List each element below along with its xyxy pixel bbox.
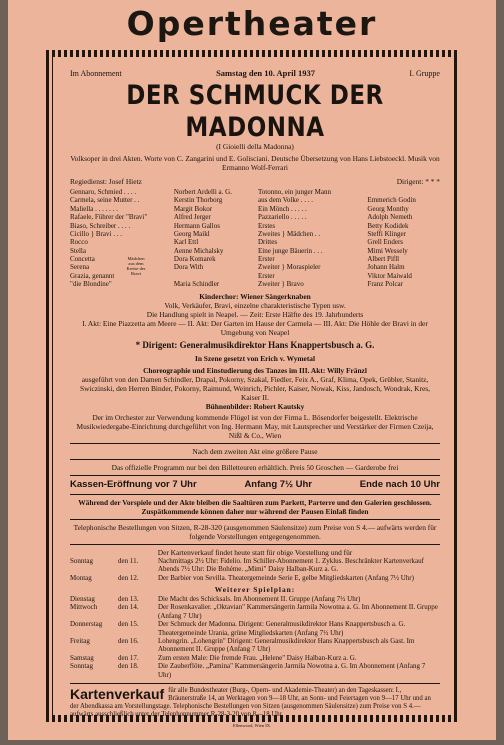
divider	[70, 443, 440, 444]
schedule-row	[70, 603, 440, 620]
schedule-date: den 11.	[118, 556, 139, 565]
cast-actor: Viktor Maiwald	[367, 271, 412, 280]
cast-row	[258, 213, 440, 221]
cast-role: Eine junge Bäuerin . . .	[258, 246, 323, 255]
programm-note: Das offizielle Programm nur bei den Billetteuren erhältlich. Preis 50 Groschen — Garderobe frei	[111, 463, 399, 473]
cast-role: aus dem Volke . . . .	[258, 196, 313, 205]
cast-actor: Georg Monthy	[367, 204, 409, 213]
meta-row	[70, 68, 440, 79]
madchen-note: Mädchen aus dem Kreise der Bravi	[126, 256, 146, 277]
spielplan-list	[70, 595, 440, 679]
cast-row	[70, 255, 252, 263]
volk: Volk, Verkäufer, Bravi, einzelne charakteristische Typen usw.	[164, 300, 346, 310]
schedule-row	[70, 574, 440, 582]
opera-title: DER SCHMUCK DER MADONNA	[126, 80, 384, 143]
cast-actor: Franz Polcar	[367, 280, 403, 289]
cast-row	[70, 196, 252, 204]
cast-row	[258, 263, 440, 271]
schedule-text: Abends 7½ Uhr: Die Bohème. „Mimi" Daisy Halban-Kurz a. G.	[158, 565, 338, 574]
schedule-date: den 16.	[118, 637, 139, 646]
theater-name: Opertheater	[126, 4, 378, 43]
schedule-text: Der Barbier von Sevilla. Theatergemeinde Serie E, gelbe Mitgliedskarten (Anfang 7½ Uhr)	[158, 573, 414, 582]
schedule-day: Sonntag	[70, 556, 93, 565]
gruppe: I. Gruppe	[409, 69, 440, 78]
cast-actor: Hermann Gallos	[173, 221, 220, 230]
cast-actor: Georg Maikl	[173, 229, 210, 238]
akte: I. Akt: Eine Piazzetta am Meere — II. Akt: Der Garten im Hause der Carmela — III. Akt: Die Höhle der Bravi in der Umgebung von Neapel	[82, 318, 428, 337]
schedule-day: Montag	[70, 573, 92, 582]
cast-row	[70, 247, 252, 255]
playbill	[8, 0, 496, 740]
schedule-day: Donnerstag	[70, 620, 103, 629]
cast-role: "die Blondine"	[70, 280, 112, 289]
kartenverkauf-label: Kartenverkauf	[70, 685, 165, 702]
schedule-text: Nachmittags 2½ Uhr: Fidelio. Im Schiller-Abonnement 1. Zyklus. Beschränkter Kartenverkauf	[158, 556, 424, 565]
divider	[70, 519, 440, 520]
cast-actor: Dora With	[173, 263, 204, 272]
kassen-open: Kassen-Eröffnung vor 7 Uhr	[70, 479, 197, 491]
schedule-text: Die Macht des Schicksals. Im Abonnement II. Gruppe (Anfang 7½ Uhr)	[158, 595, 361, 604]
cast-role: Ein Mönch . . . . .	[258, 204, 307, 213]
cast-row	[70, 205, 252, 213]
cast-role: Concetta	[70, 255, 95, 264]
kartenverkauf-note: Der Kartenverkauf findet heute statt für obige Vorstellung und für	[157, 547, 353, 557]
playbill-content	[70, 68, 440, 720]
schedule-date: den 17.	[118, 653, 139, 662]
cast-actor: Mimi Wessely	[367, 246, 408, 255]
cast-row	[258, 230, 440, 238]
schedule-text: Der Schmuck der Madonna. Dirigent: Generalmusikdirektor Hans Knappertsbusch a. G. Theatergemeinde Urania, grüne Mitgliedskarten (Anfang 7½ Uhr)	[158, 620, 406, 637]
cast-role: Erster	[258, 271, 275, 280]
schedule-row	[70, 595, 440, 603]
telefon-note: Telephonische Bestellungen von Sitzen, R-28-320 (ausgenommen Säulensitze) zum Preise von S 4.— aufwärts werden für folgende Vorstellungen entgegengenommen.	[73, 522, 437, 541]
credits-row	[70, 177, 440, 186]
cast-role: Zweiter } Bravo	[258, 280, 304, 289]
schedule-text: Der Rosenkavalier. „Oktavian" Kammersängerin Jarmila Nowotna a. G. Im Abonnement II. Gruppe (Anfang 7 Uhr)	[158, 603, 438, 620]
cast-role: Erster	[258, 255, 275, 264]
cast-row	[258, 280, 440, 288]
weitere-spielplan-heading: Weiterer Spielplan:	[214, 585, 296, 595]
cast-row	[70, 222, 252, 230]
cast-row	[258, 222, 440, 230]
cast-actor: Karl Ettl	[173, 238, 199, 247]
schedule-date: den 13.	[118, 595, 139, 604]
cast-row	[258, 247, 440, 255]
schedule-date	[118, 565, 158, 573]
schedule-text: Lohengrin. „Lohengrin" Dirigent: Generalmusikdirektor Hans Knappertsbusch als Gast. Im Abonnement II. Gruppe (Anfang 7 Uhr)	[158, 637, 415, 654]
cast-actor: Kerstin Thorborg	[173, 196, 223, 205]
schedule-day: Mittwoch	[70, 603, 98, 612]
divider	[70, 494, 440, 495]
cast-actor: Betty Kodidek	[367, 221, 409, 230]
cast-role: Zweiter } Moraspieler	[258, 263, 321, 272]
cast-actor	[174, 272, 252, 280]
cast-row	[258, 238, 440, 246]
schedule-text: Zum ersten Male: Die fremde Frau. „Helene" Daisy Halban-Kurz a. G.	[158, 653, 357, 662]
cast-actor: Aenne Michalsky	[173, 246, 224, 255]
cast-actor: Emmerich Godin	[367, 196, 416, 205]
divider	[70, 544, 440, 545]
cast-actor: Norbert Ardelli a. G.	[173, 187, 232, 196]
cast-row	[70, 213, 252, 221]
cast-role: Stella	[70, 246, 86, 255]
schedule-date: den 15.	[118, 620, 139, 629]
cast-actor: Johann Halm	[367, 263, 405, 272]
cast-row	[258, 188, 440, 196]
dirigent-credit: Dirigent: * * *	[396, 176, 440, 186]
cast-role: Erstes	[258, 221, 276, 230]
schedule-row	[70, 637, 440, 654]
cast-left	[70, 188, 252, 289]
cast-role: Pazzariello . . . . .	[258, 213, 307, 222]
cast-actor: Adolph Nemeth	[367, 213, 413, 222]
schedule-day	[70, 565, 118, 573]
cast-actor: Alfred Jerger	[173, 213, 211, 222]
kinderchor: Kinderchor: Wiener Sängerknaben	[199, 291, 311, 301]
schedule-date: den 18.	[118, 662, 139, 671]
schedule-day: Dienstag	[70, 595, 95, 604]
buhnenbilder: Bühnenbilder: Robert Kautsky	[205, 401, 305, 411]
cast-role: Carmela, seine Mutter . .	[70, 196, 140, 205]
schedule-day: Samstag	[70, 653, 94, 662]
cast-role: Gennaro, Schmied . . . .	[70, 187, 137, 196]
cast-actor: Dora Komarek	[173, 255, 216, 264]
cast-role: Rocco	[70, 238, 88, 247]
cast-role: Biaso, Schreiber . . . .	[70, 221, 131, 230]
abonnement: Im Abonnement	[70, 69, 122, 78]
divider	[70, 683, 440, 684]
cast-role: Zweites } Mädchen . .	[258, 229, 321, 238]
cast-row	[258, 272, 440, 280]
cast-actor: Maria Schindler	[173, 280, 220, 289]
dirigent-main: * Dirigent: Generalmusikdirektor Hans Knappertsbusch a. G.	[135, 339, 375, 350]
cast-row	[70, 230, 252, 238]
cast-actor	[367, 188, 440, 196]
pause-note: Nach dem zweiten Akt eine größere Pause	[192, 447, 318, 457]
szene: In Szene gesetzt von Erich v. Wymetal	[194, 353, 316, 363]
kartenverkauf-text: für alle Bundestheater (Burg-, Opern- und Akademie-Theater) an den Tageskassen: I., Bräunerstraße 14, an Werktagen von 9—18 Uhr, an Sonn- und Feiertagen von 9—17 Uhr und an der Abendkassa am Vorstellungstage. Telephonische Bestellungen von Sitzen (ausgenommen Säulensitze) zum Preise von S 4.— aufwärts ausschließlich unter der Telephonnummer R-28-3-20 von 8—18 Uhr.	[70, 686, 431, 719]
cast-row	[70, 280, 252, 288]
orchester-note: Der im Orchester zur Verwendung kommende Flügel ist von der Firma L. Bösendorfer beigestellt. Elektrische Musikwiedergabe-Einrichtung durchgeführt von Ing. Hermann May, mit Lautsprecher und Verstärker der Firmen Czeija, Nißl & Co., Wien	[76, 412, 434, 441]
cast-role: Rafaele, Führer der "Bravi"	[70, 213, 148, 222]
kassen-end: Ende nach 10 Uhr	[359, 479, 440, 491]
schedule-row	[70, 620, 440, 637]
handlung: Die Handlung spielt in Neapel. — Zeit: Erste Hälfte des 19. Jahrhunderts	[146, 309, 364, 319]
schedule-date: den 12.	[118, 573, 139, 582]
kassen-row	[70, 479, 440, 491]
cast-role: Grazia, genannt	[70, 271, 115, 280]
vorspiele-note: Während der Vorspiele und der Akte bleiben die Saaltüren zum Parkett, Parterre und den Galerien geschlossen. Zuspätkommende können daher nur während der Pausen Einlaß finden	[78, 497, 432, 516]
schedule-day: Sonntag	[70, 662, 93, 671]
cast-row	[70, 188, 252, 196]
cast-role: Drittes	[258, 238, 278, 247]
schedule-row	[70, 662, 440, 679]
cast-right	[258, 188, 440, 289]
printer-footer: Ellenwood, Wien IX.	[232, 723, 272, 728]
cast-actor: Grell Enders	[367, 238, 403, 247]
date: Samstag den 10. April 1937	[216, 68, 316, 78]
cast-row	[70, 272, 252, 280]
cast-row	[70, 263, 252, 271]
schedule-row	[70, 565, 440, 573]
schedule-text: Die Zauberflöte. „Pamina" Kammersängerin Jarmila Nowotna a. G. Im Abonnement (Anfang 7 Uhr)	[158, 662, 426, 679]
schedule-date: den 14.	[118, 603, 139, 612]
schedule-row	[70, 557, 440, 565]
cast-role: Cicillo } Bravi . . .	[70, 229, 122, 238]
cast-actor: Albert Pifll	[367, 255, 400, 264]
divider	[70, 475, 440, 476]
cast-actor: Steffi Klinger	[367, 229, 406, 238]
cast-row	[258, 255, 440, 263]
cast-row	[258, 196, 440, 204]
kassen-start: Anfang 7½ Uhr	[244, 479, 312, 491]
upcoming-list	[70, 557, 440, 582]
cast-row	[258, 205, 440, 213]
regie: Regiedienst: Josef Hietz	[70, 176, 142, 186]
schedule-row	[70, 654, 440, 662]
schedule-day: Freitag	[70, 637, 90, 646]
cast-actor: Margit Bokor	[173, 204, 213, 213]
opera-subtitle: (I Gioielli della Madonna)	[216, 141, 294, 151]
divider	[70, 459, 440, 460]
cast-role: Serena	[70, 263, 90, 272]
cast-role: Totonno, ein junger Mann	[258, 187, 331, 196]
cast-row	[70, 238, 252, 246]
tanz-ensemble: ausgeführt von den Damen Schindler, Drapal, Pokorny, Szakal, Fiedler, Feix A., Graf, Klima, Opek, Grübler, Stanitz, Swiczinski, den Herren Binder, Pokorny, Raimund, Weinrich, Pichler, Kaiser, Nowak, Kiss, Jandosch, Wondrak, Kres, Kaiser II.	[79, 374, 430, 402]
choreographie: Choreographie und Einstudierung des Tanzes im III. Akt: Willy Fränzl	[143, 365, 367, 375]
opera-description: Volksoper in drei Akten. Worte von C. Zangarini und E. Golisciani. Deutsche Übersetzung von Hans Liebstoeckl. Musik von Ermanno Wolf-Ferrari	[70, 153, 440, 172]
cast-role: Maliella . . . . . . .	[70, 204, 118, 213]
kartenverkauf-block	[70, 687, 440, 720]
